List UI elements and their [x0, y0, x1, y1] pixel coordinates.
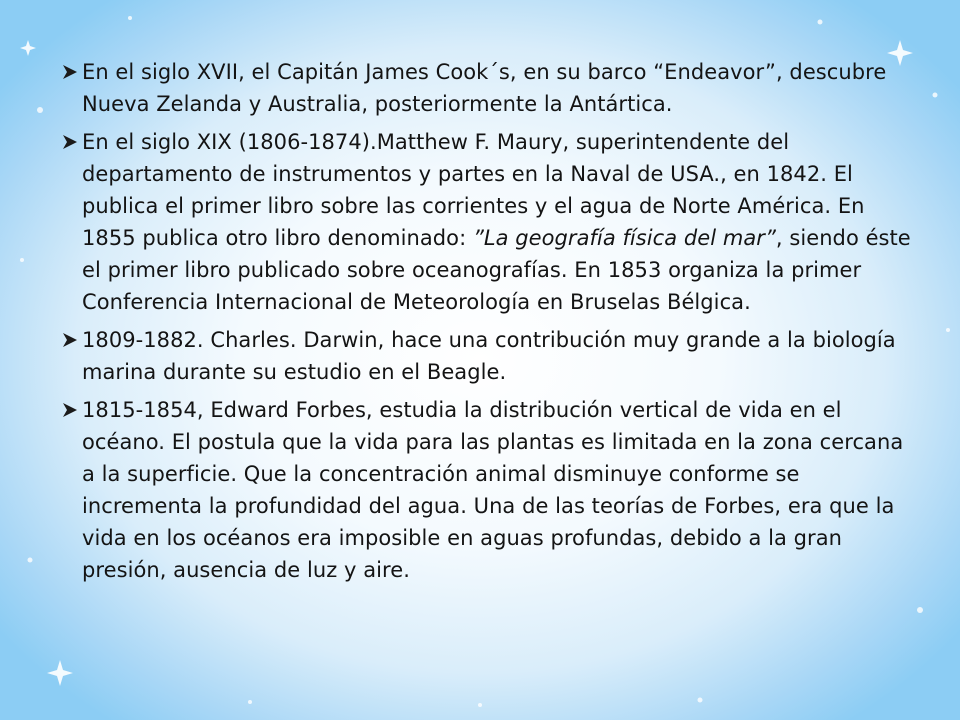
bullet-item-cook	[62, 56, 920, 120]
bullet-text-part-b: , siendo éste el primer libro publicado sobre oceanografías. En 1853 organiza la primer Conferencia Internacional de Meteorología en Bruselas Bélgica.	[82, 226, 911, 314]
bullet-item-forbes	[62, 394, 920, 586]
bullet-list	[62, 56, 920, 592]
arrowhead-bullet-icon	[62, 64, 78, 80]
arrowhead-bullet-icon	[62, 402, 78, 418]
bullet-item-maury	[62, 126, 920, 318]
bullet-item-darwin	[62, 324, 920, 388]
bullet-text-part-a: En el siglo XIX (1806-1874).Matthew F. Maury, superintendente del departamento de instrumentos y partes en la Naval de USA., en 1842. El publica el primer libro sobre las corrientes y el agua de Norte América. En 1855 publica otro libro denominado:	[82, 130, 865, 250]
bullet-text: 1815-1854, Edward Forbes, estudia la distribución vertical de vida en el océano. El postula que la vida para las plantas es limitada en la zona cercana a la superficie. Que la concentración animal disminuye conforme se incrementa la profundidad del agua. Una de las teorías de Forbes, era que la vida en los océanos era imposible en aguas profundas, debido a la gran presión, ausencia de luz y aire.	[82, 398, 904, 582]
bullet-text: En el siglo XVII, el Capitán James Cook´s, en su barco “Endeavor”, descubre Nueva Zelanda y Australia, posteriormente la Antártica.	[82, 60, 887, 116]
arrowhead-bullet-icon	[62, 332, 78, 348]
book-title-italic: ”La geografía física del mar”	[472, 226, 776, 250]
bullet-text: 1809-1882. Charles. Darwin, hace una contribución muy grande a la biología marina durante su estudio en el Beagle.	[82, 328, 896, 384]
arrowhead-bullet-icon	[62, 134, 78, 150]
